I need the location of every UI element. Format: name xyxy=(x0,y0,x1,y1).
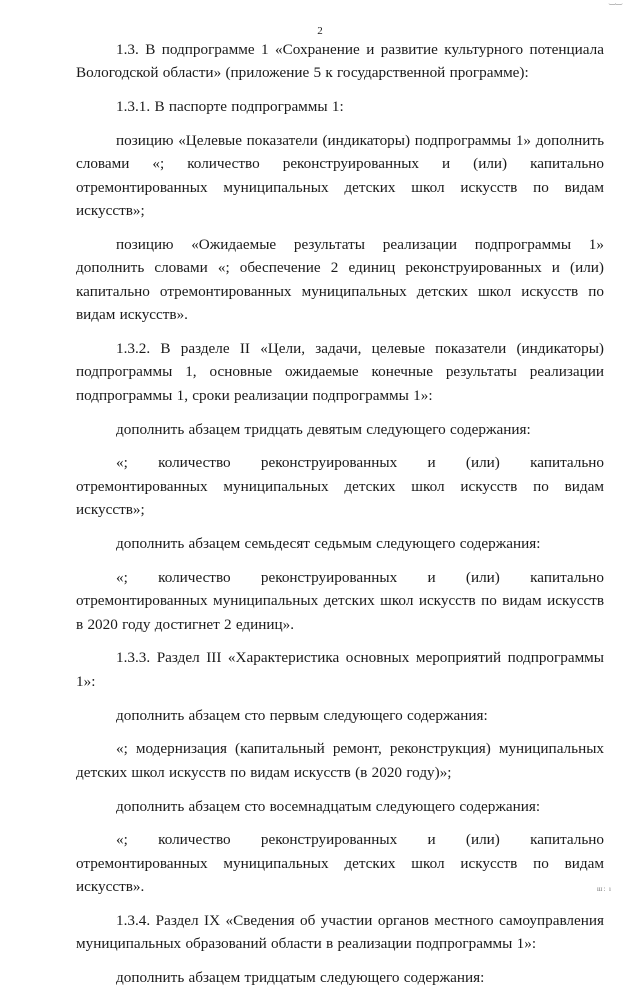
paragraph: позицию «Ожидаемые результаты реализации подпрограммы 1» дополнить словами «; обеспечение 2 единиц реконструированных и (или) капитально отремонтированных муниципальных детских школ искусств по видам искусств». xyxy=(76,236,604,324)
paragraph: дополнить абзацем тридцать девятым следующего содержания: xyxy=(116,420,531,438)
paragraph: «; количество реконструированных и (или) капитально отремонтированных муниципальных детских школ искусств по видам искусств в 2020 году достигнет 2 единиц». xyxy=(76,568,604,633)
paragraph: дополнить абзацем семьдесят седьмым следующего содержания: xyxy=(116,535,541,553)
page-number: 2 xyxy=(317,25,323,37)
paragraph: дополнить абзацем сто первым следующего содержания: xyxy=(116,706,488,724)
paragraph: дополнить абзацем тридцатым следующего содержания: xyxy=(116,969,485,987)
footer-mark: ш: ı xyxy=(596,885,612,893)
paragraph: 1.3. В подпрограмме 1 «Сохранение и развитие культурного потенциала Вологодской области» (приложение 5 к государственной программе): xyxy=(76,41,604,82)
paragraph: 1.3.3. Раздел III «Характеристика основных мероприятий подпрограммы 1»: xyxy=(76,649,604,690)
paragraph: дополнить абзацем сто восемнадцатым следующего содержания: xyxy=(116,797,541,815)
document-body xyxy=(76,38,604,1000)
paragraph: 1.3.1. В паспорте подпрограммы 1: xyxy=(116,98,344,116)
paragraph: позицию «Целевые показатели (индикаторы) подпрограммы 1» дополнить словами «; количество реконструированных и (или) капитально отремонтированных муниципальных детских школ искусств по видам искусств»; xyxy=(76,132,604,220)
paragraph: «; количество реконструированных и (или) капитально отремонтированных муниципальных детских школ искусств по видам искусств»; xyxy=(76,454,604,519)
paragraph: «; модернизация (капитальный ремонт, реконструкция) муниципальных детских школ искусств по видам искусств (в 2020 году)»; xyxy=(76,740,604,781)
paragraph: «; количество реконструированных и (или) капитально отремонтированных муниципальных детских школ искусств по видам искусств». xyxy=(76,831,604,896)
corner-mark: ‿‿ xyxy=(609,0,622,5)
paragraph: 1.3.4. Раздел IX «Сведения об участии органов местного самоуправления муниципальных образований области в реализации подпрограммы 1»: xyxy=(76,912,604,953)
paragraph: 1.3.2. В разделе II «Цели, задачи, целевые показатели (индикаторы) подпрограммы 1, основные ожидаемые конечные результаты реализации подпрограммы 1, сроки реализации подпрограммы 1»: xyxy=(76,340,604,404)
